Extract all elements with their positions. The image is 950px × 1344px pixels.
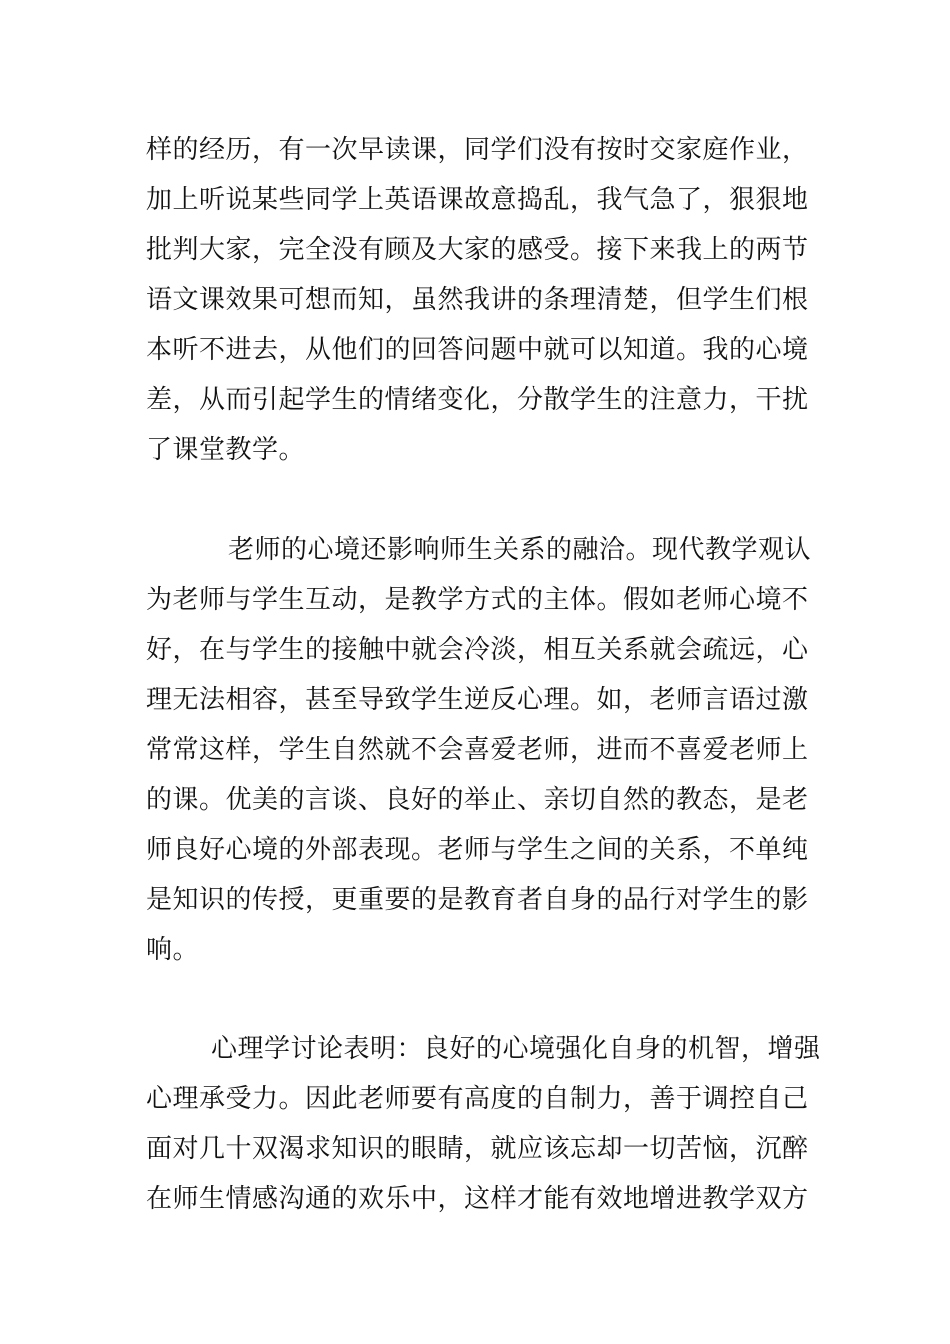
text-line: 本听不进去，从他们的回答问题中就可以知道。我的心境 bbox=[146, 335, 809, 365]
text-line: 在师生情感沟通的欢乐中，这样才能有效地增进教学双方 bbox=[146, 1184, 809, 1214]
text-line: 样的经历，有一次早读课，同学们没有按时交家庭作业， bbox=[146, 135, 809, 165]
text-line: 为老师与学生互动，是教学方式的主体。假如老师心境不 bbox=[146, 585, 809, 615]
text-line: 了课堂教学。 bbox=[146, 435, 306, 465]
text-line: 批判大家，完全没有顾及大家的感受。接下来我上的两节 bbox=[146, 235, 809, 265]
text-line: 是知识的传授，更重要的是教育者自身的品行对学生的影 bbox=[146, 885, 809, 915]
text-line: 响。 bbox=[146, 935, 200, 965]
text-line: 老师的心境还影响师生关系的融洽。现代教学观认 bbox=[228, 535, 812, 565]
text-line: 语文课效果可想而知，虽然我讲的条理清楚，但学生们根 bbox=[146, 285, 809, 315]
text-line: 理无法相容，甚至导致学生逆反心理。如，老师言语过激 bbox=[146, 685, 809, 715]
text-line: 常常这样，学生自然就不会喜爱老师，进而不喜爱老师上 bbox=[146, 735, 809, 765]
text-line: 好，在与学生的接触中就会冷淡，相互关系就会疏远，心 bbox=[146, 635, 809, 665]
text-line: 师良好心境的外部表现。老师与学生之间的关系，不单纯 bbox=[146, 835, 809, 865]
text-line: 心理学讨论表明：良好的心境强化自身的机智，增强 bbox=[211, 1034, 821, 1064]
text-line: 心理承受力。因此老师要有高度的自制力，善于调控自己 bbox=[146, 1084, 809, 1114]
text-line: 差，从而引起学生的情绪变化，分散学生的注意力，干扰 bbox=[146, 385, 809, 415]
text-line: 面对几十双渴求知识的眼睛，就应该忘却一切苦恼，沉醉 bbox=[146, 1134, 809, 1164]
text-line: 的课。优美的言谈、良好的举止、亲切自然的教态，是老 bbox=[146, 785, 809, 815]
text-line: 加上听说某些同学上英语课故意捣乱，我气急了，狠狠地 bbox=[146, 185, 809, 215]
